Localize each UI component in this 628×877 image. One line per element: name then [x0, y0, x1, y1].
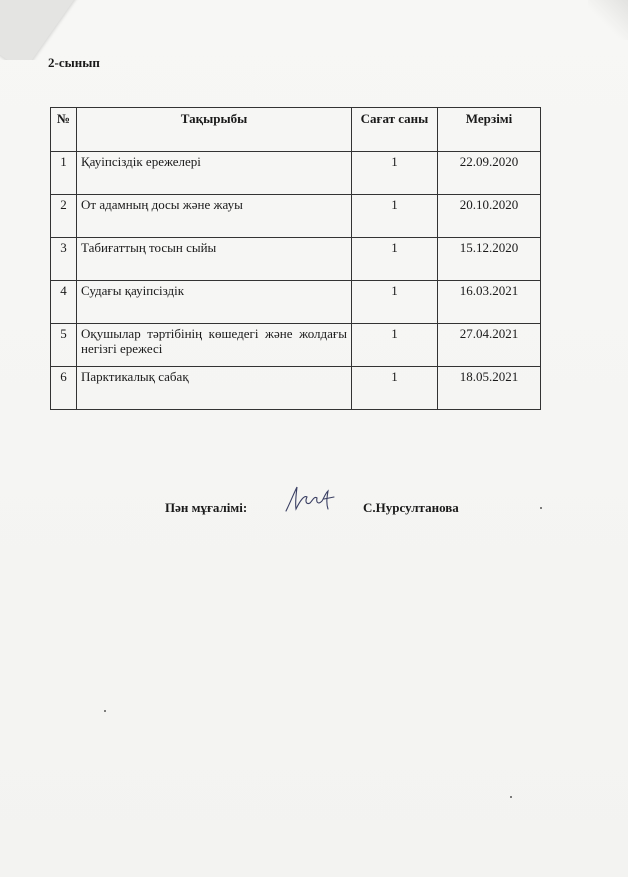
row-number: 4 — [51, 281, 77, 324]
table-row — [51, 324, 541, 367]
row-topic: Парктикалық сабақ — [77, 367, 352, 410]
row-hours: 1 — [352, 195, 438, 238]
corner-shadow — [588, 0, 628, 40]
table-row — [51, 367, 541, 410]
table-row — [51, 195, 541, 238]
row-number: 5 — [51, 324, 77, 367]
row-topic: Судағы қауіпсіздік — [77, 281, 352, 324]
row-hours: 1 — [352, 152, 438, 195]
column-header-date: Мерзімі — [438, 108, 541, 152]
paper-speck — [510, 796, 512, 798]
table-row — [51, 238, 541, 281]
row-topic: От адамның досы және жауы — [77, 195, 352, 238]
table-row — [51, 281, 541, 324]
column-header-number: № — [51, 108, 77, 152]
row-topic: Оқушылар тәртібінің көшедегі және жолдағы негізгі ережесі — [77, 324, 352, 367]
table-header-row — [51, 108, 541, 152]
row-date: 15.12.2020 — [438, 238, 541, 281]
row-number: 1 — [51, 152, 77, 195]
row-hours: 1 — [352, 324, 438, 367]
paper-speck — [104, 710, 106, 712]
row-topic: Табиғаттың тосын сыйы — [77, 238, 352, 281]
row-number: 3 — [51, 238, 77, 281]
row-number: 2 — [51, 195, 77, 238]
row-date: 22.09.2020 — [438, 152, 541, 195]
row-date: 27.04.2021 — [438, 324, 541, 367]
row-hours: 1 — [352, 238, 438, 281]
paper-speck — [540, 507, 542, 509]
row-date: 16.03.2021 — [438, 281, 541, 324]
schedule-table — [50, 107, 541, 410]
teacher-name: С.Нурсултанова — [363, 500, 459, 515]
teacher-label: Пән мұғалімі: — [165, 500, 248, 515]
grade-label: 2-сынып — [48, 55, 100, 70]
column-header-hours: Сағат саны — [352, 108, 438, 152]
row-date: 18.05.2021 — [438, 367, 541, 410]
column-header-topic: Тақырыбы — [77, 108, 352, 152]
row-hours: 1 — [352, 367, 438, 410]
row-topic: Қауіпсіздік ережелері — [77, 152, 352, 195]
folded-corner — [0, 0, 90, 60]
row-hours: 1 — [352, 281, 438, 324]
row-number: 6 — [51, 367, 77, 410]
signature-block — [165, 497, 485, 527]
row-date: 20.10.2020 — [438, 195, 541, 238]
handwritten-signature-icon — [280, 483, 340, 517]
table-row — [51, 152, 541, 195]
